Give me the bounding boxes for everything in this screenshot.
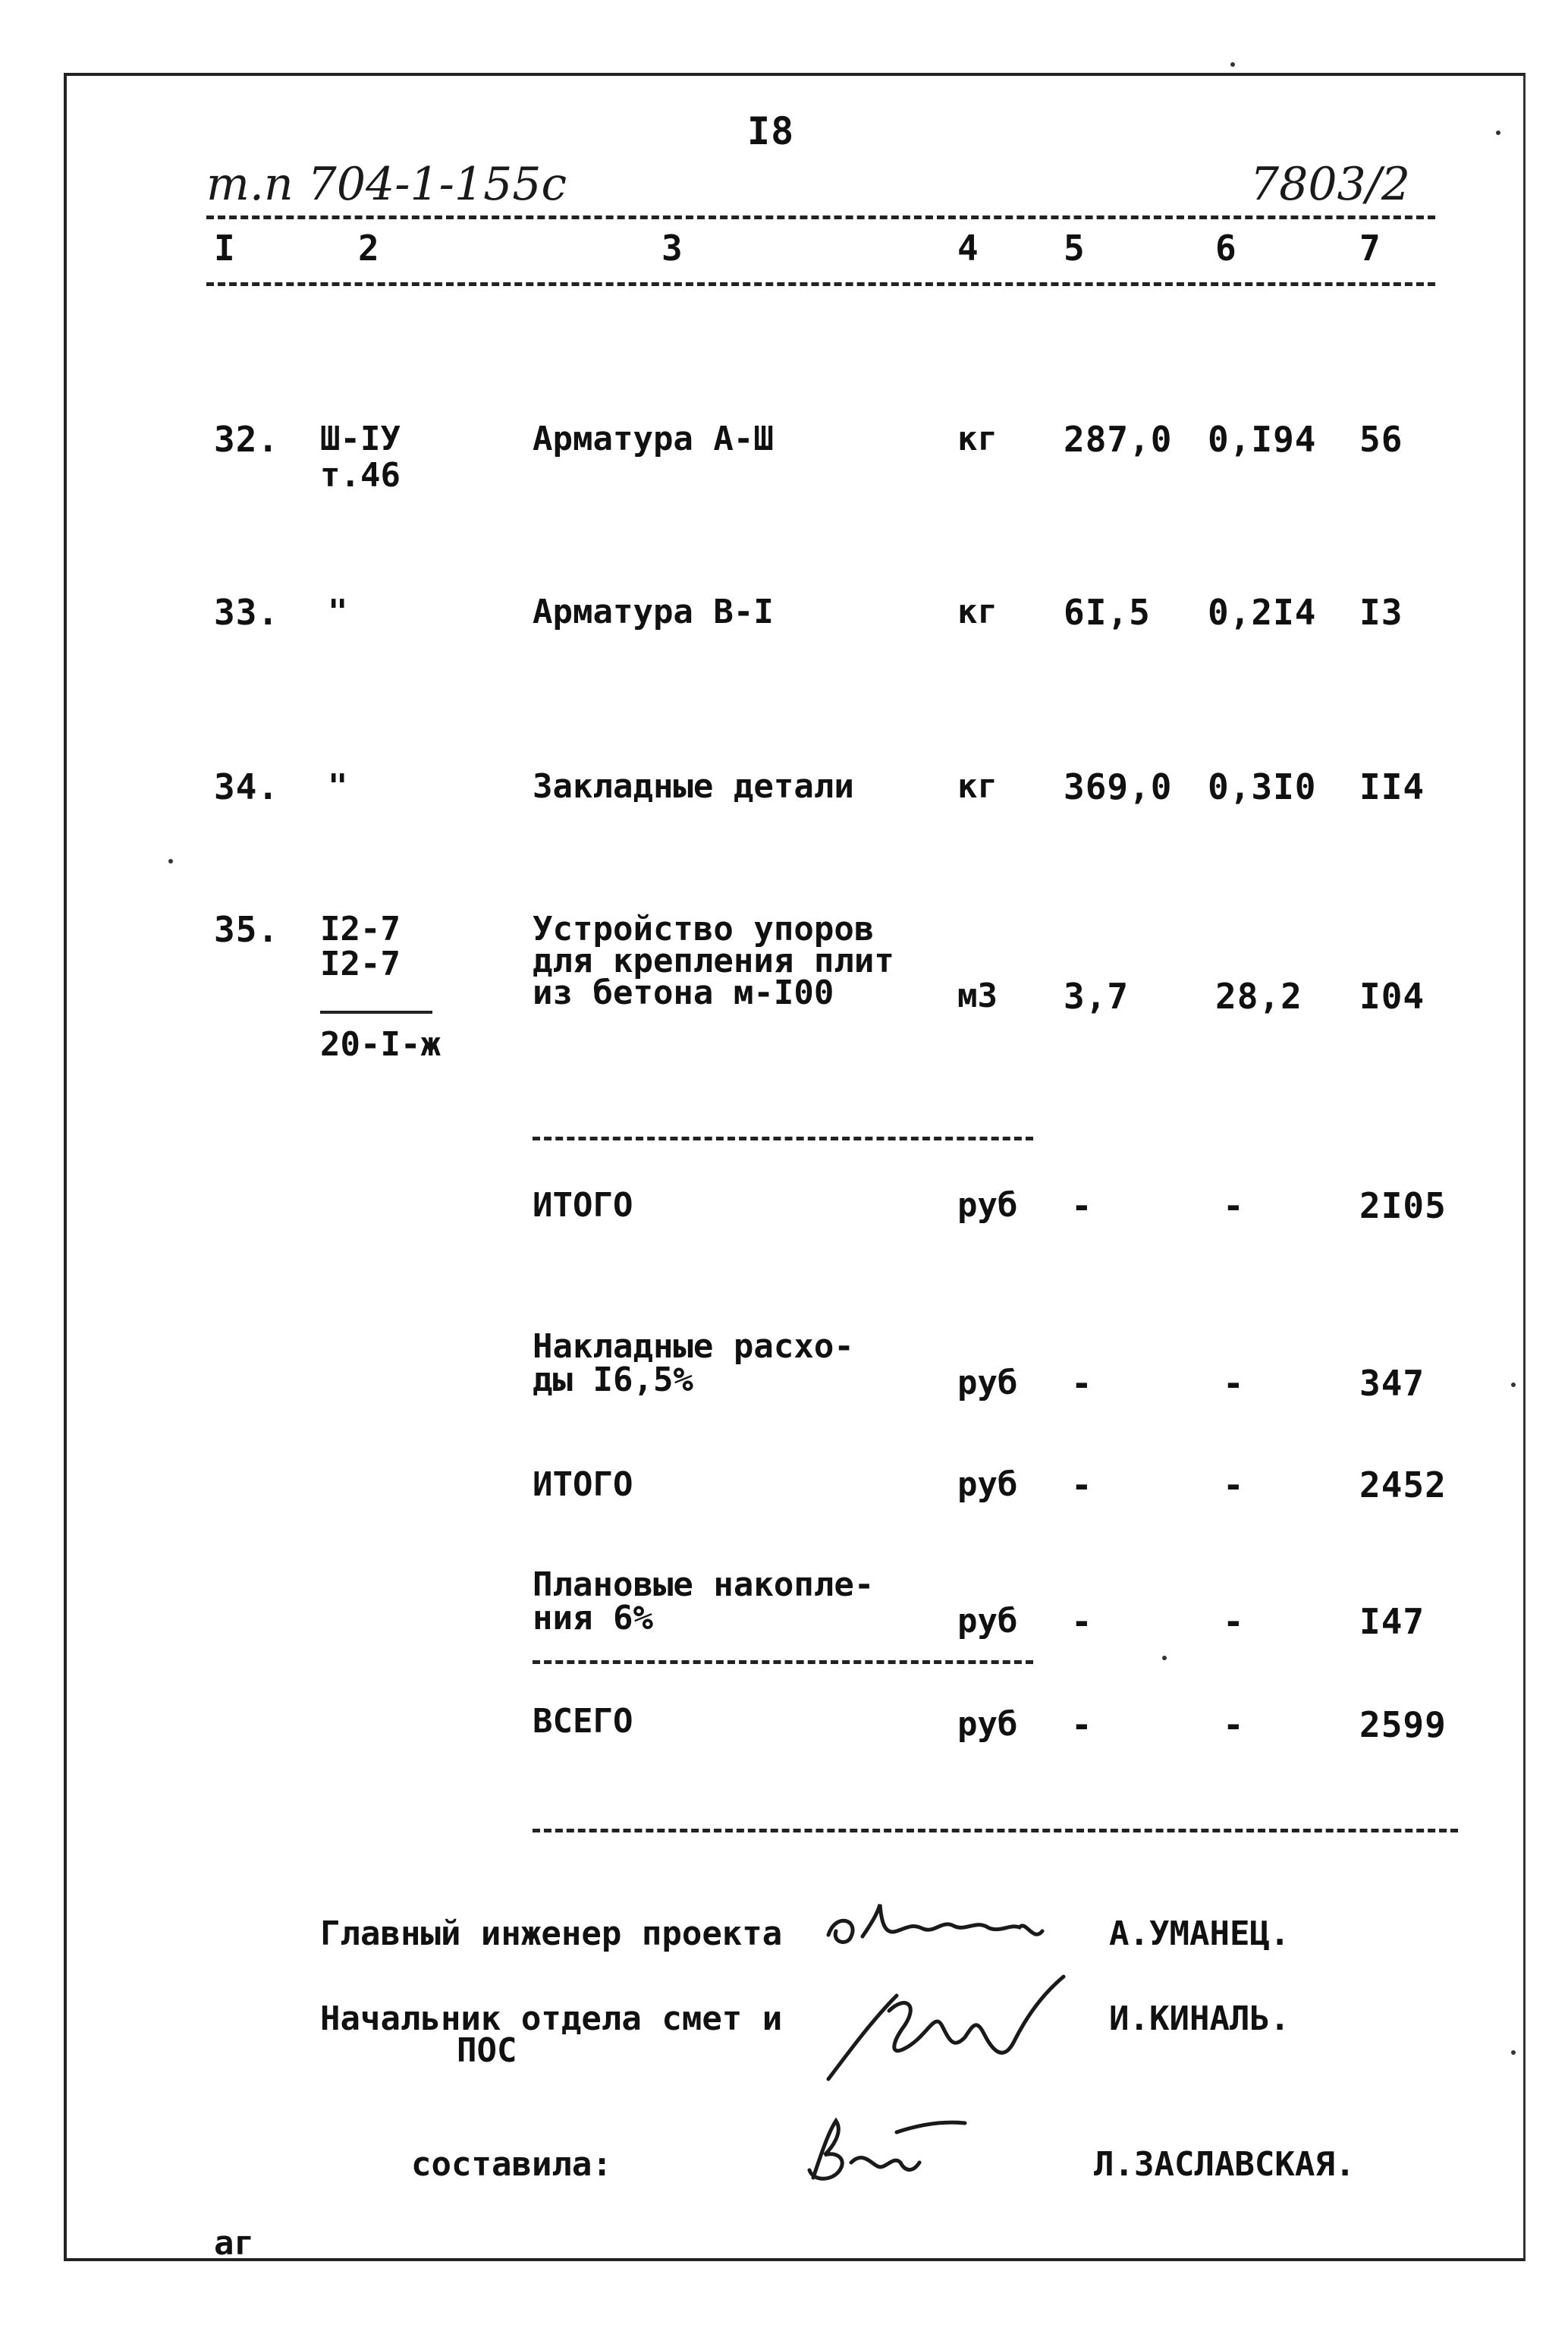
total-price: - [1223,1601,1245,1642]
row-unit: кг [957,767,998,806]
row-item-name: Арматура В-I [533,593,774,631]
row-quantity: 369,0 [1064,766,1173,807]
row-quantity: 287,0 [1064,419,1173,460]
row-item-name: Устройство упоров [533,910,875,948]
doc-code-right: 7803/2 [1250,158,1411,211]
row-reference: Ш-IУ [320,420,401,458]
total-unit: руб [957,1465,1018,1504]
signer-name: А.УМАНЕЦ. [1109,1914,1290,1953]
row-unit-price: 28,2 [1215,976,1302,1017]
row-reference: " [328,593,348,631]
col-header-5: 5 [1064,228,1086,269]
subtotal-dash-line [533,1137,1033,1140]
row-cost: I3 [1359,592,1403,633]
handwritten-signature [821,1965,1094,2087]
grand-total-label: ВСЕГО [533,1702,633,1741]
row-item-name: Закладные детали [533,767,854,806]
fraction-line [320,1011,432,1014]
signer-role: Начальник отдела смет и [320,1999,783,2038]
row-cost: II4 [1359,766,1425,807]
row-reference: I2-7 [320,945,401,983]
footer-dash-line [533,1829,1458,1832]
grand-total-cost: 2599 [1359,1704,1447,1745]
total-cost: 2452 [1359,1464,1447,1505]
total-price: - [1223,1704,1245,1745]
total-qty: - [1071,1601,1093,1642]
doc-code-left: т.п 704-1-155с [206,158,567,211]
header-dash-line [206,215,1435,219]
row-unit-price: 0,3I0 [1208,766,1317,807]
row-quantity: 6I,5 [1064,592,1151,633]
row-reference: 20-I-ж [320,1025,441,1064]
row-reference: I2-7 [320,910,401,948]
row-number: 33. [214,592,280,633]
total-cost: 347 [1359,1363,1425,1404]
total-cost: 2I05 [1359,1185,1447,1226]
total-unit: руб [957,1705,1018,1744]
col-header-3: 3 [661,228,683,269]
row-quantity: 3,7 [1064,976,1130,1017]
row-number: 34. [214,766,280,807]
signer-name: Л.ЗАСЛАВСКАЯ. [1094,2145,1356,2184]
grand-total-dash-line [533,1660,1033,1664]
col-header-2: 2 [358,228,380,269]
row-unit-price: 0,2I4 [1208,592,1317,633]
total-unit: руб [957,1602,1018,1641]
total-label: ния 6% [533,1599,653,1637]
scan-speck [1496,131,1500,135]
row-cost: I04 [1359,976,1425,1017]
handwritten-signature [821,1889,1109,1958]
row-item-name: для крепления плит [533,942,894,980]
col-header-4: 4 [957,228,979,269]
row-item-name: Арматура А-Ш [533,420,774,458]
row-unit-price: 0,I94 [1208,419,1317,460]
row-unit: м3 [957,977,998,1015]
handwritten-signature [790,2109,973,2193]
row-unit: кг [957,420,998,458]
row-reference: " [328,767,348,806]
signer-name: И.КИНАЛЬ. [1109,1999,1290,2038]
signer-role: составила: [411,2145,612,2184]
scan-speck [1162,1656,1167,1660]
total-label: ИТОГО [533,1186,633,1225]
col-header-1: I [214,228,236,269]
total-qty: - [1071,1464,1093,1505]
row-number: 35. [214,909,280,950]
total-qty: - [1071,1363,1093,1404]
total-label: ИТОГО [533,1465,633,1504]
total-qty: - [1071,1185,1093,1226]
total-qty: - [1071,1704,1093,1745]
page-number: I8 [747,109,795,153]
total-cost: I47 [1359,1601,1425,1642]
total-price: - [1223,1464,1245,1505]
total-unit: руб [957,1364,1018,1402]
scan-speck [1511,2050,1516,2055]
footer-code: аг [214,2224,254,2263]
total-price: - [1223,1185,1245,1226]
col-header-7: 7 [1359,228,1381,269]
row-item-name: из бетона м-I00 [533,974,834,1012]
total-label: Накладные расхо- [533,1327,854,1366]
total-label: Плановые накопле- [533,1565,875,1604]
row-unit: кг [957,593,998,631]
scan-speck [168,859,173,864]
document-border [64,73,1526,2261]
row-cost: 56 [1359,419,1403,460]
scan-speck [1230,62,1235,67]
total-label: ды I6,5% [533,1361,693,1399]
row-number: 32. [214,419,280,460]
signer-role: Главный инженер проекта [320,1914,783,1953]
total-price: - [1223,1363,1245,1404]
row-reference: т.46 [320,456,401,495]
signer-role: ПОС [457,2031,517,2070]
col-header-6: 6 [1215,228,1237,269]
total-unit: руб [957,1186,1018,1225]
scan-speck [1511,1383,1516,1387]
col-header-dash-line [206,282,1435,286]
